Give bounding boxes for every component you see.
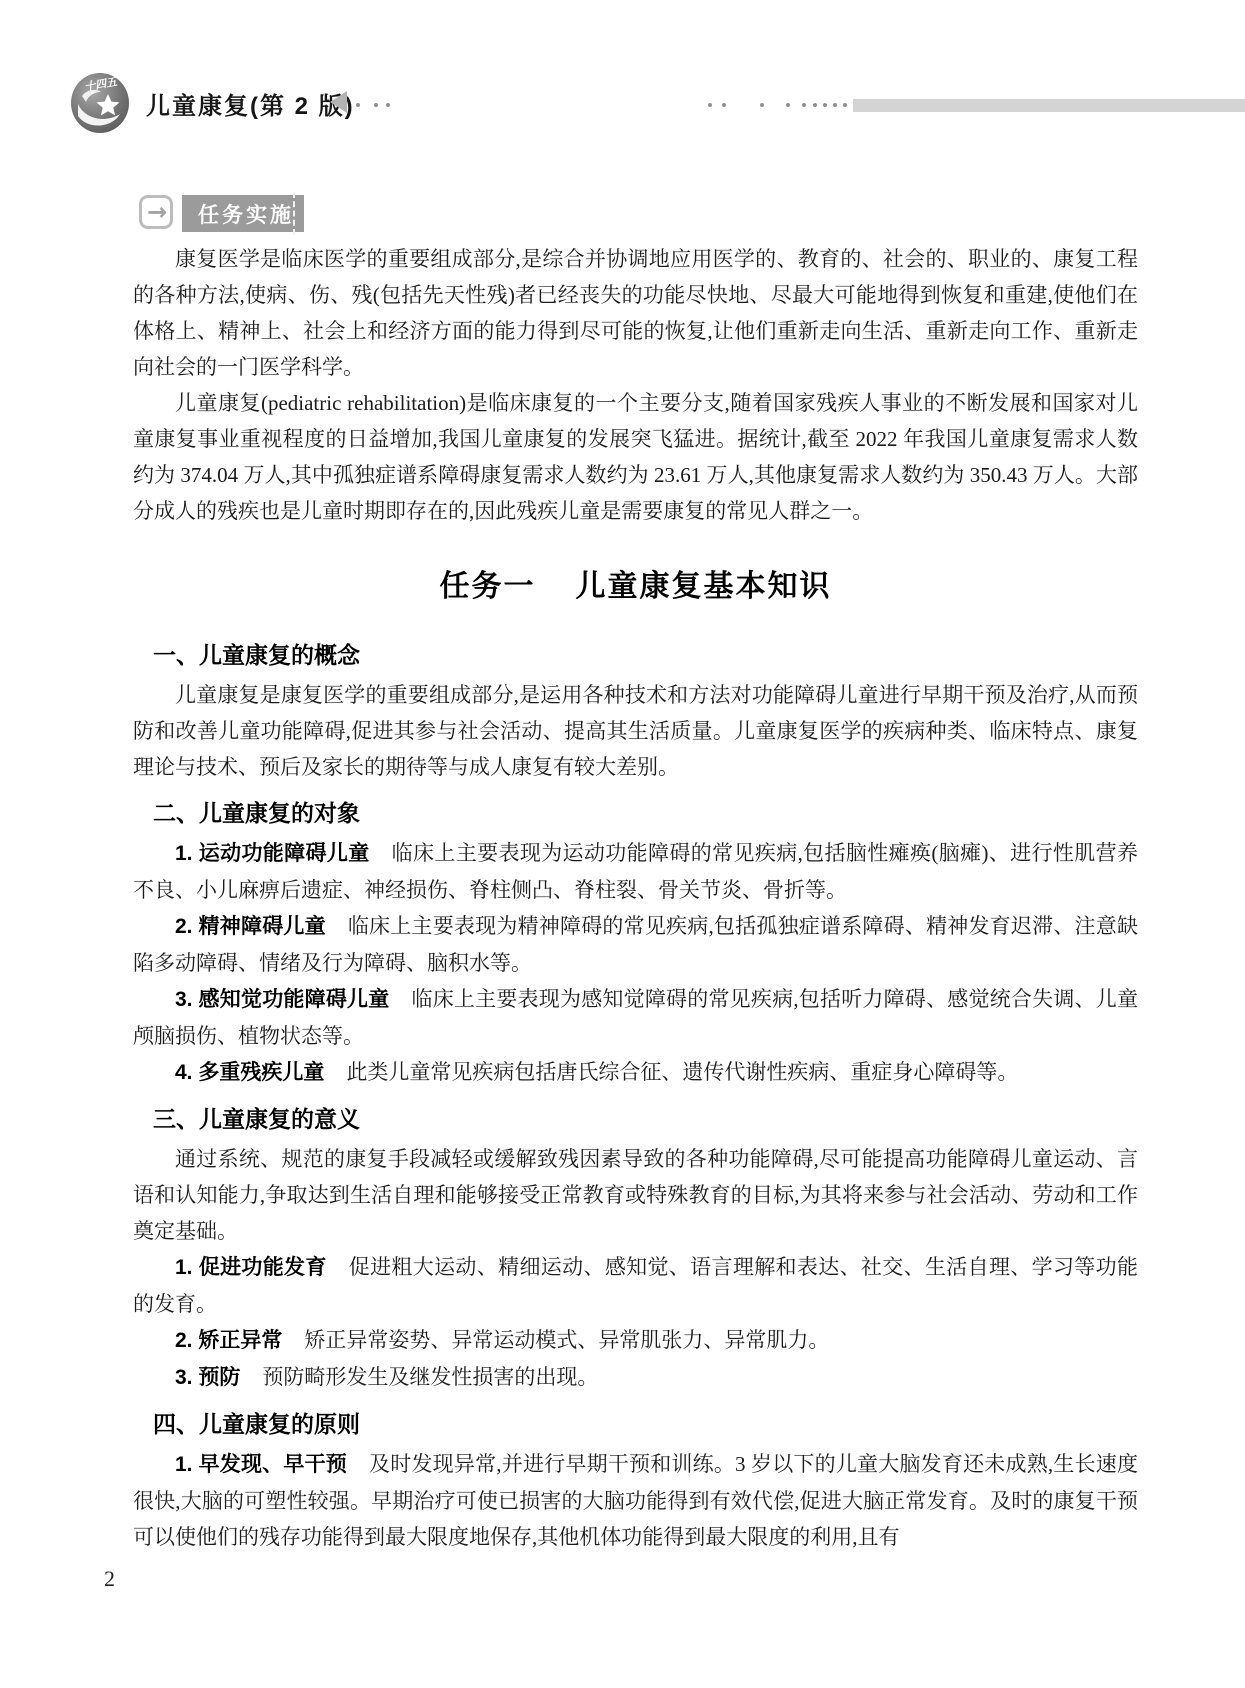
header-dot <box>823 103 827 107</box>
header-dot <box>356 103 360 107</box>
section-heading: 四、儿童康复的原则 <box>153 1411 360 1437</box>
page-number: 2 <box>104 1566 115 1591</box>
item-lead: 1. 早发现、早干预 <box>175 1453 348 1476</box>
item-text: 临床上主要表现为感知觉障碍的常见疾病,包括听力障碍、感觉统合失调、儿童颅脑损伤、植物状态等。 <box>133 987 1138 1048</box>
publisher-logo-graphic <box>70 72 130 134</box>
book-title: 儿童康复(第 2 版) <box>146 93 355 120</box>
paragraph: 通过系统、规范的康复手段减轻或缓解致残因素导致的各种功能障碍,尽可能提高功能障碍儿童运动、言语和认知能力,争取达到生活自理和能够接受正常教育或特殊教育的目标,为其将来参与社会活动、劳动和工作奠定基础。 <box>133 1147 1138 1243</box>
back-arrow-icon <box>330 91 347 113</box>
header-dot <box>386 103 390 107</box>
item-text: 矫正异常姿势、异常运动模式、异常肌张力、异常肌力。 <box>304 1328 830 1352</box>
header-dot <box>813 103 817 107</box>
header-dot <box>374 103 378 107</box>
publisher-logo <box>70 72 130 134</box>
item-lead: 2. 精神障碍儿童 <box>175 915 326 938</box>
svg-text:十四五: 十四五 <box>83 76 119 94</box>
task-badge <box>182 195 304 232</box>
header-dot <box>833 103 837 107</box>
task-title-name: 儿童康复基本知识 <box>575 570 832 603</box>
badge-arrow-icon <box>139 195 173 229</box>
item-text: 促进粗大运动、精细运动、感知觉、语言理解和表达、社交、生活自理、学习等功能的发育。 <box>133 1255 1138 1316</box>
item-text: 临床上主要表现为运动功能障碍的常见疾病,包括脑性瘫痪(脑瘫)、进行性肌营养不良、小儿麻痹后遗症、神经损伤、脊柱侧凸、脊柱裂、骨关节炎、骨折等。 <box>133 841 1138 902</box>
section-heading: 一、儿童康复的概念 <box>153 642 360 668</box>
item-text: 临床上主要表现为精神障碍的常见疾病,包括孤独症谱系障碍、精神发育迟滞、注意缺陷多动障碍、情绪及行为障碍、脑积水等。 <box>133 914 1138 975</box>
list-item <box>133 1322 1138 1359</box>
list-item <box>133 1054 1138 1091</box>
header-dot <box>760 103 764 107</box>
item-lead: 1. 促进功能发育 <box>175 1256 327 1279</box>
list-item <box>133 981 1138 1054</box>
item-text: 预防畸形发生及继发性损害的出现。 <box>262 1365 599 1389</box>
header-rule-bar <box>853 99 1245 112</box>
intro-paragraph: 儿童康复(pediatric rehabilitation)是临床康复的一个主要分支,随着国家残疾人事业的不断发展和国家对儿童康复事业重视程度的日益增加,我国儿童康复的发展突飞猛进。据统计,截至 2022 年我国儿童康复需求人数约为 374.04 万人,其中孤独症谱系障碍康复需求人数约为 23.61 万人,其他康复需求人数约为 350.43 万人。大部分成人的残疾也是儿童时期即存在的,因此残疾儿童是需要康复的常见人群之一。 <box>133 391 1138 523</box>
section-heading: 三、儿童康复的意义 <box>153 1106 360 1132</box>
item-text: 及时发现异常,并进行早期干预和训练。3 岁以下的儿童大脑发育还未成熟,生长速度很快,大脑的可塑性较强。早期治疗可使已损害的大脑功能得到有效代偿,促进大脑正常发育。及时的康复干预可以使他们的残存功能得到最大限度地保存,其他机体功能得到最大限度的利用,且有 <box>133 1452 1138 1549</box>
item-lead: 3. 预防 <box>175 1366 241 1389</box>
header-dot <box>802 103 806 107</box>
item-lead: 2. 矫正异常 <box>175 1329 283 1352</box>
header-dot <box>786 103 790 107</box>
item-lead: 3. 感知觉功能障碍儿童 <box>175 988 390 1011</box>
list-item <box>133 1446 1138 1555</box>
task-title <box>133 567 1138 607</box>
header-dot <box>843 103 847 107</box>
list-item <box>133 908 1138 981</box>
header-dot <box>708 103 712 107</box>
task-title-prefix: 任务一 <box>439 570 536 603</box>
paragraph: 儿童康复是康复医学的重要组成部分,是运用各种技术和方法对功能障碍儿童进行早期干预及治疗,从而预防和改善儿童功能障碍,促进其参与社会活动、提高其生活质量。儿童康复医学的疾病种类、临床特点、康复理论与技术、预后及家长的期待等与成人康复有较大差别。 <box>133 683 1138 779</box>
badge-dashed-divider <box>293 192 295 235</box>
list-item <box>133 1359 1138 1396</box>
item-lead: 1. 运动功能障碍儿童 <box>175 842 370 865</box>
task-badge-label: 任务实施 <box>198 203 294 227</box>
page-content <box>133 241 1138 1555</box>
item-text: 此类儿童常见疾病包括唐氏综合征、遗传代谢性疾病、重症身心障碍等。 <box>346 1060 1019 1084</box>
right-arrow-icon: → <box>146 198 168 226</box>
list-item <box>133 1249 1138 1322</box>
list-item <box>133 835 1138 908</box>
section-heading: 二、儿童康复的对象 <box>153 800 360 826</box>
header-dot <box>722 103 726 107</box>
item-lead: 4. 多重残疾儿童 <box>175 1061 325 1084</box>
intro-paragraph: 康复医学是临床医学的重要组成部分,是综合并协调地应用医学的、教育的、社会的、职业的、康复工程的各种方法,使病、伤、残(包括先天性残)者已经丧失的功能尽快地、尽最大可能地得到恢复和重建,使他们在体格上、精神上、社会上和经济方面的能力得到尽可能的恢复,让他们重新走向生活、重新走向工作、重新走向社会的一门医学科学。 <box>133 247 1138 379</box>
